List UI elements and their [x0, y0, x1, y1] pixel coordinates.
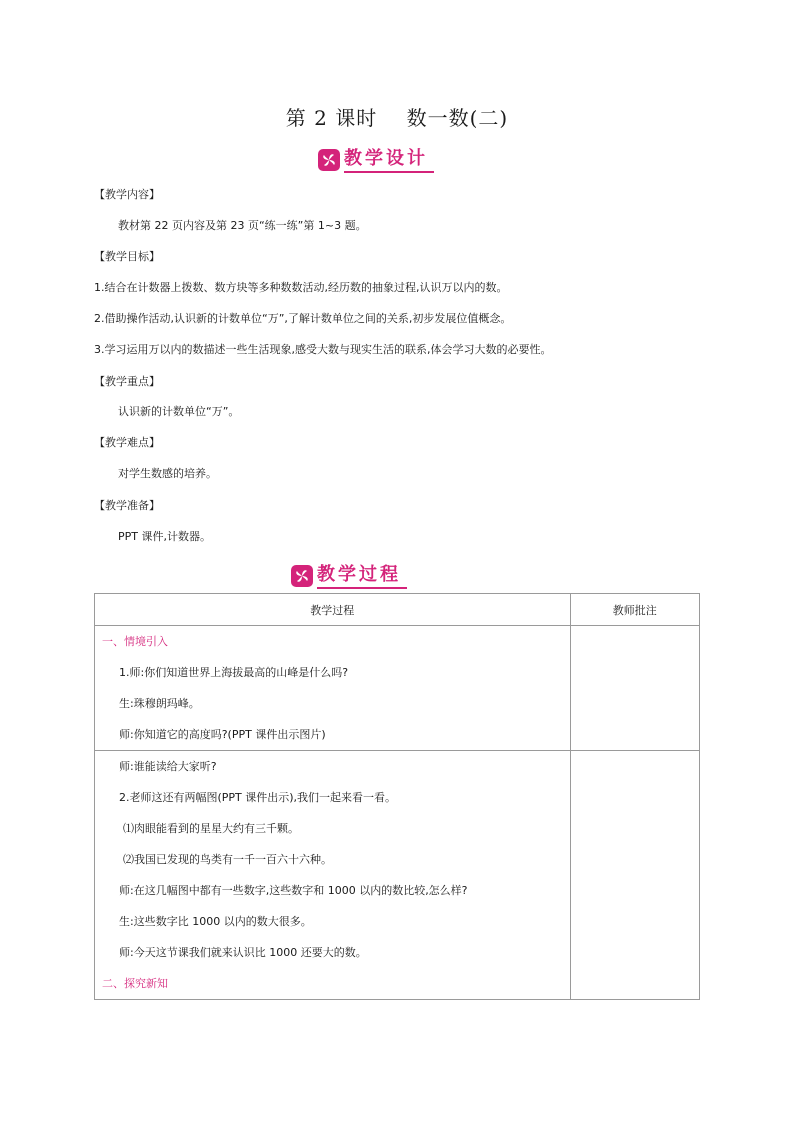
- goal-item-2: 2.借助操作活动,认识新的计数单位“万”,了解计数单位之间的关系,初步发展位值概念。: [94, 312, 512, 325]
- page-title: 第 2 课时 数一数(二): [285, 106, 509, 130]
- teacher-notes-cell: [570, 751, 699, 1000]
- goal-item-1: 1.结合在计数器上拨数、数方块等多种数数活动,经历数的抽象过程,认识万以内的数。: [94, 281, 508, 294]
- dialogue-line: 1.师:你们知道世界上海拔最高的山峰是什么吗?: [119, 666, 349, 679]
- dialogue-line: 师:你知道它的高度吗?(PPT 课件出示图片): [119, 728, 326, 741]
- key-point-heading: 【教学重点】: [94, 375, 160, 388]
- section-intro-heading: 一、情境引入: [102, 635, 168, 648]
- goal-item-3: 3.学习运用万以内的数描述一些生活现象,感受大数与现实生活的联系,体会学习大数的必要性。: [94, 343, 552, 356]
- dialogue-line: 师:在这几幅图中都有一些数字,这些数字和 1000 以内的数比较,怎么样?: [119, 884, 468, 897]
- preparation-heading: 【教学准备】: [94, 499, 160, 512]
- preparation-text: PPT 课件,计数器。: [118, 530, 211, 543]
- teaching-process-table: [94, 593, 700, 1000]
- pinwheel-icon: [291, 565, 313, 587]
- dialogue-line: 生:这些数字比 1000 以内的数大很多。: [119, 915, 312, 928]
- content-text: 教材第 22 页内容及第 23 页“练一练”第 1~3 题。: [118, 219, 367, 232]
- teaching-design-banner: [318, 147, 434, 173]
- table-row: [95, 626, 700, 751]
- dialogue-line: 2.老师这还有两幅图(PPT 课件出示),我们一起来看一看。: [119, 791, 397, 804]
- difficulty-heading: 【教学难点】: [94, 436, 160, 449]
- teaching-process-label: 教学过程: [317, 564, 407, 589]
- teaching-design-label: 教学设计: [344, 148, 434, 173]
- table-row: [95, 751, 700, 1000]
- content-heading: 【教学内容】: [94, 188, 160, 201]
- pinwheel-icon: [318, 149, 340, 171]
- dialogue-line: ⑴肉眼能看到的星星大约有三千颗。: [123, 822, 299, 835]
- teaching-process-banner: [291, 563, 407, 589]
- header-process: 教学过程: [95, 594, 571, 626]
- key-point-text: 认识新的计数单位“万”。: [118, 405, 240, 418]
- section-explore-heading: 二、探究新知: [102, 977, 168, 990]
- teacher-notes-cell: [570, 626, 699, 751]
- dialogue-line: ⑵我国已发现的鸟类有一千一百六十六种。: [123, 853, 332, 866]
- table-header-row: [95, 594, 700, 626]
- goal-heading: 【教学目标】: [94, 250, 160, 263]
- header-teacher-notes: 教师批注: [570, 594, 699, 626]
- dialogue-line: 师:谁能读给大家听?: [119, 760, 217, 773]
- dialogue-line: 生:珠穆朗玛峰。: [119, 697, 200, 710]
- difficulty-text: 对学生数感的培养。: [118, 467, 217, 480]
- dialogue-line: 师:今天这节课我们就来认识比 1000 还要大的数。: [119, 946, 367, 959]
